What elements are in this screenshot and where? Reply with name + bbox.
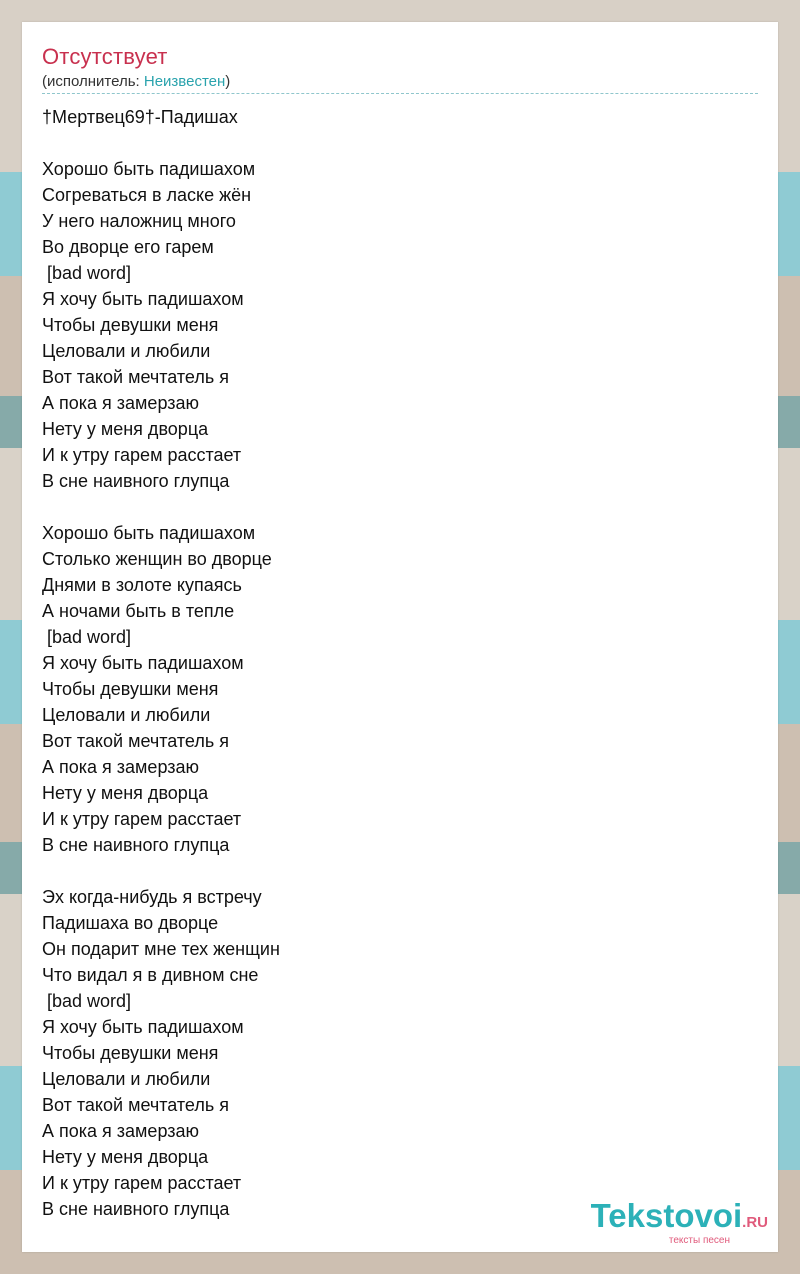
lyric-line: В сне наивного глупца <box>42 835 230 855</box>
lyric-line: А пока я замерзаю <box>42 757 200 777</box>
lyric-line: Чтобы девушки меня <box>42 1043 219 1063</box>
lyric-line <box>42 130 742 156</box>
lyric-line: †Мертвец69†-Падишах <box>42 107 238 127</box>
lyric-line: Целовали и любили <box>42 341 211 361</box>
artist-suffix: ) <box>225 73 231 90</box>
lyric-line: Эх когда-нибудь я встречу <box>42 887 262 907</box>
lyrics-card <box>22 22 778 1252</box>
lyric-line: Падишаха во дворце <box>42 913 219 933</box>
lyric-line: И к утру гарем расстает <box>42 445 242 465</box>
logo-tagline: тексты песен <box>668 1235 730 1246</box>
lyric-line: Я хочу быть падишахом <box>42 1017 244 1037</box>
lyrics-text <box>42 104 742 1222</box>
lyric-line: Я хочу быть падишахом <box>42 289 244 309</box>
lyric-line: А ночами быть в тепле <box>42 601 235 621</box>
lyric-line: Он подарит мне тех женщин <box>42 939 280 959</box>
lyric-line: Нету у меня дворца <box>42 419 209 439</box>
lyric-line: [bad word] <box>42 263 132 283</box>
lyric-line: Чтобы девушки меня <box>42 315 219 335</box>
lyric-line: В сне наивного глупца <box>42 471 230 491</box>
lyric-line: А пока я замерзаю <box>42 1121 200 1141</box>
artist-prefix: (исполнитель: <box>42 73 144 90</box>
lyric-line: Вот такой мечтатель я <box>42 1095 229 1115</box>
lyric-line: Вот такой мечтатель я <box>42 731 229 751</box>
lyric-line: Днями в золоте купаясь <box>42 575 242 595</box>
lyric-line: У него наложниц много <box>42 211 236 231</box>
lyric-line: [bad word] <box>42 627 132 647</box>
lyric-line: В сне наивного глупца <box>42 1199 230 1219</box>
logo-brand: Tekstovoi <box>590 1197 743 1234</box>
lyric-line: Целовали и любили <box>42 1069 211 1089</box>
site-logo[interactable] <box>591 1199 768 1246</box>
song-title: Отсутствует <box>42 44 168 69</box>
lyric-line: Целовали и любили <box>42 705 211 725</box>
lyric-line: Я хочу быть падишахом <box>42 653 244 673</box>
lyric-line: И к утру гарем расстает <box>42 809 242 829</box>
lyric-line: Нету у меня дворца <box>42 783 209 803</box>
artist-line <box>42 73 230 90</box>
lyric-line: Согреваться в ласке жён <box>42 185 252 205</box>
lyric-line: И к утру гарем расстает <box>42 1173 242 1193</box>
lyric-line <box>42 858 742 884</box>
lyric-line: Чтобы девушки меня <box>42 679 219 699</box>
lyric-line <box>42 494 742 520</box>
lyric-line: А пока я замерзаю <box>42 393 200 413</box>
lyric-line: [bad word] <box>42 991 132 1011</box>
logo-tld: .RU <box>742 1214 768 1231</box>
lyric-line: Что видал я в дивном сне <box>42 965 259 985</box>
lyric-line: Вот такой мечтатель я <box>42 367 229 387</box>
lyric-line: Нету у меня дворца <box>42 1147 209 1167</box>
artist-link[interactable]: Неизвестен <box>143 73 226 90</box>
lyric-line: Хорошо быть падишахом <box>42 523 256 543</box>
lyric-line: Во дворце его гарем <box>42 237 214 257</box>
lyric-line: Хорошо быть падишахом <box>42 159 256 179</box>
lyric-line: Столько женщин во дворце <box>42 549 272 569</box>
dashed-divider <box>42 93 758 94</box>
